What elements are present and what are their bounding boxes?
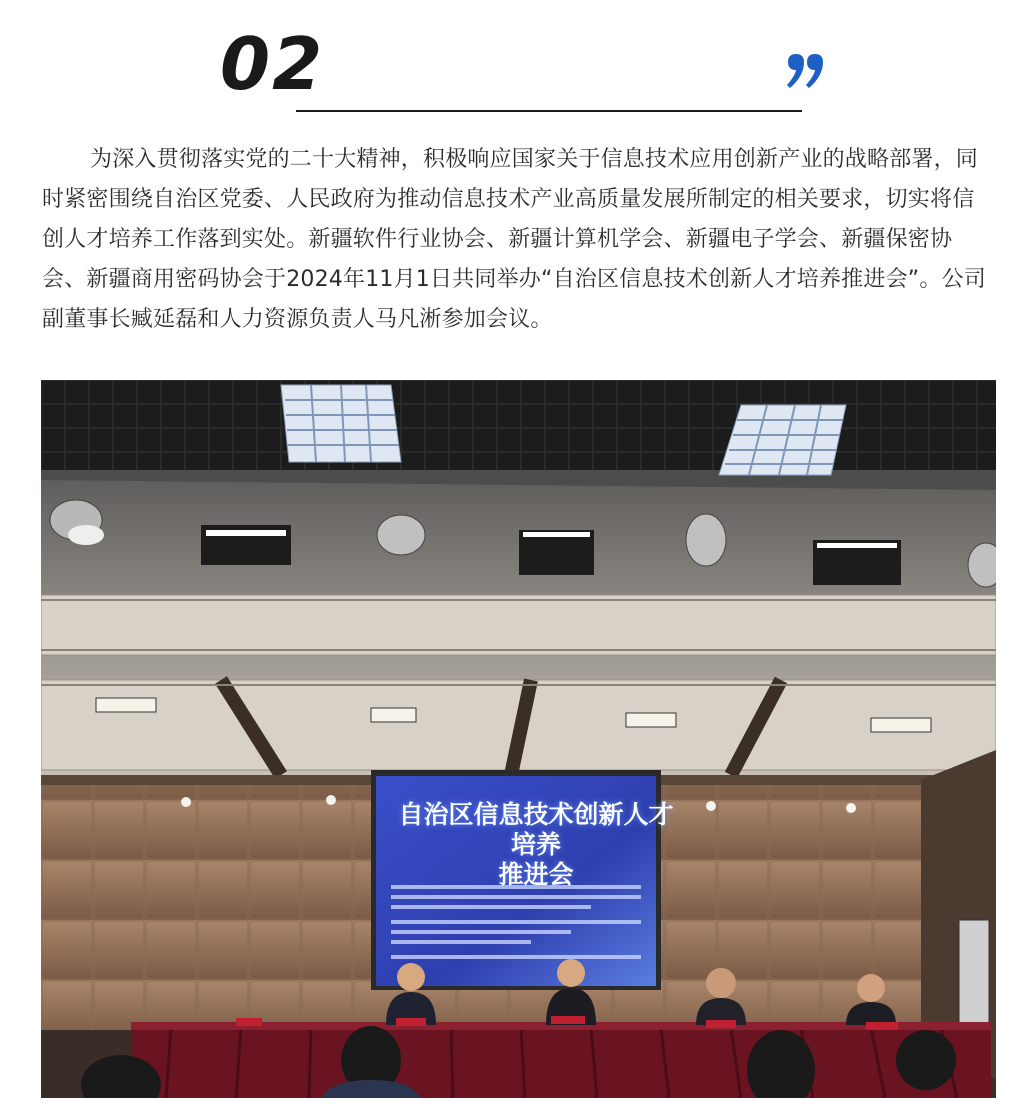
section-header (0, 0, 1036, 120)
screen-title-line1: 自治区信息技术创新人才培养 (398, 800, 674, 859)
section-number: 02 (220, 22, 325, 106)
event-photo (41, 380, 996, 1098)
article-paragraph: 为深入贯彻落实党的二十大精神，积极响应国家关于信息技术应用创新产业的战略部署，同时紧密围绕自治区党委、人民政府为推动信息技术产业高质量发展所制定的相关要求，切实将信创人才培养工作落到实处。新疆软件行业协会、新疆计算机学会、新疆电子学会、新疆保密协会、新疆商用密码协会于2024年11月1日共同举办“自治区信息技术创新人才培养推进会”。公司副董事长臧延磊和人力资源负责人马凡淅参加会议。 (42, 147, 986, 332)
header-divider (296, 110, 802, 112)
quote-icon (784, 48, 826, 102)
screen-title-line2: 推进会 (498, 860, 574, 889)
screen-title (391, 800, 681, 890)
